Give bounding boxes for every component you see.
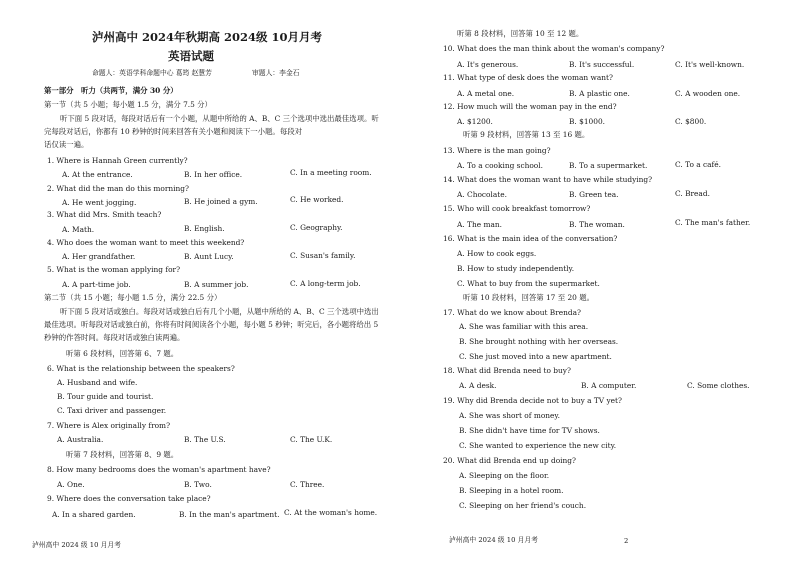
- option-b: B. Sleeping in a hotel room.: [459, 486, 564, 495]
- option-b: B. English.: [184, 224, 225, 233]
- option-c: C. Susan's family.: [290, 251, 356, 260]
- option-b: B. A plastic one.: [569, 89, 630, 98]
- option-a: A. Her grandfather.: [62, 252, 136, 261]
- option-c: C. Sleeping on her friend's couch.: [459, 501, 587, 510]
- question-stem: 1. Where is Hannah Green currently?: [47, 156, 188, 165]
- option-a: A. She was familiar with this area.: [459, 322, 589, 331]
- option-c: C. Bread.: [675, 189, 710, 198]
- option-c: C. She just moved into a new apartment.: [459, 352, 612, 361]
- option-b: B. She brought nothing with her overseas.: [459, 337, 619, 346]
- option-c: C. It's well-known.: [675, 60, 745, 69]
- section2-heading: 第二节（共 15 小题；每小题 1.5 分，满分 22.5 分）: [44, 293, 222, 302]
- option-b: B. It's successful.: [569, 60, 635, 69]
- exam-title: 泸州高中 2024年秋期高 2024级 10月月考: [92, 30, 323, 44]
- question-stem: 9. Where does the conversation take place?: [47, 494, 211, 503]
- option-c: C. She wanted to experience the new city.: [459, 441, 617, 450]
- option-b: B. He joined a gym.: [184, 197, 258, 206]
- question-stem: 13. Where is the man going?: [443, 146, 551, 155]
- question-stem: 5. What is the woman applying for?: [47, 265, 181, 274]
- exam-subject: 英语试题: [168, 49, 214, 63]
- option-b: B. Aunt Lucy.: [184, 252, 234, 261]
- option-a: A. $1200.: [457, 117, 493, 126]
- section2-instructions: 听下面 5 段对话或独白。每段对话或独白后有几个小题，从题中所给的 A、B、C 三个选项中选出最佳选项。听每段对话或独白前，你将有时间阅读各个小题，每小题 5 秒钟；听完后，各小题将给出 5 秒钟的作答时间。每段对话或独白读两遍。: [44, 307, 379, 342]
- option-b: B. Tour guide and tourist.: [57, 392, 154, 401]
- option-c: C. In a meeting room.: [290, 168, 372, 177]
- question-stem: 12. How much will the woman pay in the end?: [443, 102, 617, 111]
- section1-heading: 第一节（共 5 小题；每小题 1.5 分，满分 7.5 分）: [44, 100, 212, 109]
- option-a: A. It's generous.: [457, 60, 519, 69]
- section1-instructions-end: 话仅读一遍。: [44, 140, 89, 149]
- option-c: C. At the woman's home.: [284, 508, 378, 517]
- option-b: B. Green tea.: [569, 190, 619, 199]
- question-stem: 6. What is the relationship between the speakers?: [47, 364, 235, 373]
- page-footer: 泸州高中 2024 级 10 月月考: [449, 536, 538, 544]
- page-number: 2: [624, 537, 629, 545]
- option-b: B. A computer.: [581, 381, 637, 390]
- question-stem: 17. What do we know about Brenda?: [443, 308, 581, 317]
- question-stem: 20. What did Brenda end up doing?: [443, 456, 576, 465]
- option-c: C. The U.K.: [290, 435, 333, 444]
- option-a: A. A part-time job.: [62, 280, 131, 289]
- reviewer-credit: 审题人：李金石: [252, 69, 300, 77]
- option-c: C. Taxi driver and passenger.: [57, 406, 167, 415]
- option-c: C. Some clothes.: [687, 381, 750, 390]
- question-stem: 11. What type of desk does the woman want?: [443, 73, 613, 82]
- option-b: B. In her office.: [184, 170, 243, 179]
- option-a: A. Chocolate.: [457, 190, 507, 199]
- question-stem: 18. What did Brenda need to buy?: [443, 366, 571, 375]
- option-b: B. To a supermarket.: [569, 161, 648, 170]
- question-stem: 10. What does the man think about the woman's company?: [443, 44, 665, 53]
- option-a: A. The man.: [457, 220, 502, 229]
- material-8-heading: 听第 8 段材料，回答第 10 至 12 题。: [457, 29, 584, 38]
- question-stem: 7. Where is Alex originally from?: [47, 421, 171, 430]
- option-a: A. How to cook eggs.: [457, 249, 537, 258]
- option-b: B. The U.S.: [184, 435, 226, 444]
- option-c: C. He worked.: [290, 195, 344, 204]
- option-b: B. A summer job.: [184, 280, 249, 289]
- option-a: A. A metal one.: [457, 89, 515, 98]
- option-c: C. Three.: [290, 480, 325, 489]
- question-stem: 2. What did the man do this morning?: [47, 184, 189, 193]
- option-b: B. How to study independently.: [457, 264, 575, 273]
- question-stem: 4. Who does the woman want to meet this weekend?: [47, 238, 245, 247]
- option-a: A. At the entrance.: [62, 170, 133, 179]
- question-stem: 8. How many bedrooms does the woman's apartment have?: [47, 465, 271, 474]
- option-a: A. A desk.: [459, 381, 497, 390]
- setters-credit: 命题人：英语学科命题中心 葛筠 赵慧芳: [92, 69, 212, 77]
- option-b: B. $1000.: [569, 117, 605, 126]
- option-b: B. She didn't have time for TV shows.: [459, 426, 600, 435]
- option-c: C. What to buy from the supermarket.: [457, 279, 600, 288]
- option-a: A. Sleeping on the floor.: [459, 471, 550, 480]
- question-stem: 14. What does the woman want to have while studying?: [443, 175, 653, 184]
- option-c: C. To a café.: [675, 160, 722, 169]
- option-a: A. One.: [57, 480, 85, 489]
- option-b: B. In the man's apartment.: [179, 510, 280, 519]
- option-a: A. Math.: [62, 225, 95, 234]
- option-a: A. He went jogging.: [62, 198, 137, 207]
- option-b: B. Two.: [184, 480, 212, 489]
- option-a: A. She was short of money.: [459, 411, 560, 420]
- option-b: B. The woman.: [569, 220, 625, 229]
- material-6-heading: 听第 6 段材料，回答第 6、7 题。: [66, 349, 179, 358]
- question-stem: 3. What did Mrs. Smith teach?: [47, 210, 162, 219]
- option-a: A. In a shared garden.: [52, 510, 136, 519]
- exam-page-right: [397, 0, 794, 561]
- section1-instructions: 听下面 5 段对话，每段对话后有一个小题，从题中所给的 A、B、C 三个选项中选出最佳选项。听完每段对话后，你都有 10 秒钟的时间来回答有关小题和阅读下一小题。每段对: [44, 114, 379, 136]
- option-c: C. Geography.: [290, 223, 343, 232]
- option-a: A. To a cooking school.: [457, 161, 543, 170]
- question-stem: 15. Who will cook breakfast tomorrow?: [443, 204, 591, 213]
- option-c: C. $800.: [675, 117, 707, 126]
- option-a: A. Husband and wife.: [57, 378, 138, 387]
- material-9-heading: 听第 9 段材料，回答第 13 至 16 题。: [463, 130, 590, 139]
- option-c: C. A long-term job.: [290, 279, 361, 288]
- question-stem: 19. Why did Brenda decide not to buy a TV yet?: [443, 396, 622, 405]
- material-7-heading: 听第 7 段材料，回答第 8、9 题。: [66, 450, 179, 459]
- page-footer: 泸州高中 2024 级 10 月月考: [32, 541, 121, 549]
- part1-heading: 第一部分 听力（共两节，满分 30 分）: [44, 86, 178, 95]
- question-stem: 16. What is the main idea of the conversation?: [443, 234, 618, 243]
- option-a: A. Australia.: [57, 435, 104, 444]
- material-10-heading: 听第 10 段材料，回答第 17 至 20 题。: [463, 293, 594, 302]
- option-c: C. The man's father.: [675, 218, 751, 227]
- option-c: C. A wooden one.: [675, 89, 741, 98]
